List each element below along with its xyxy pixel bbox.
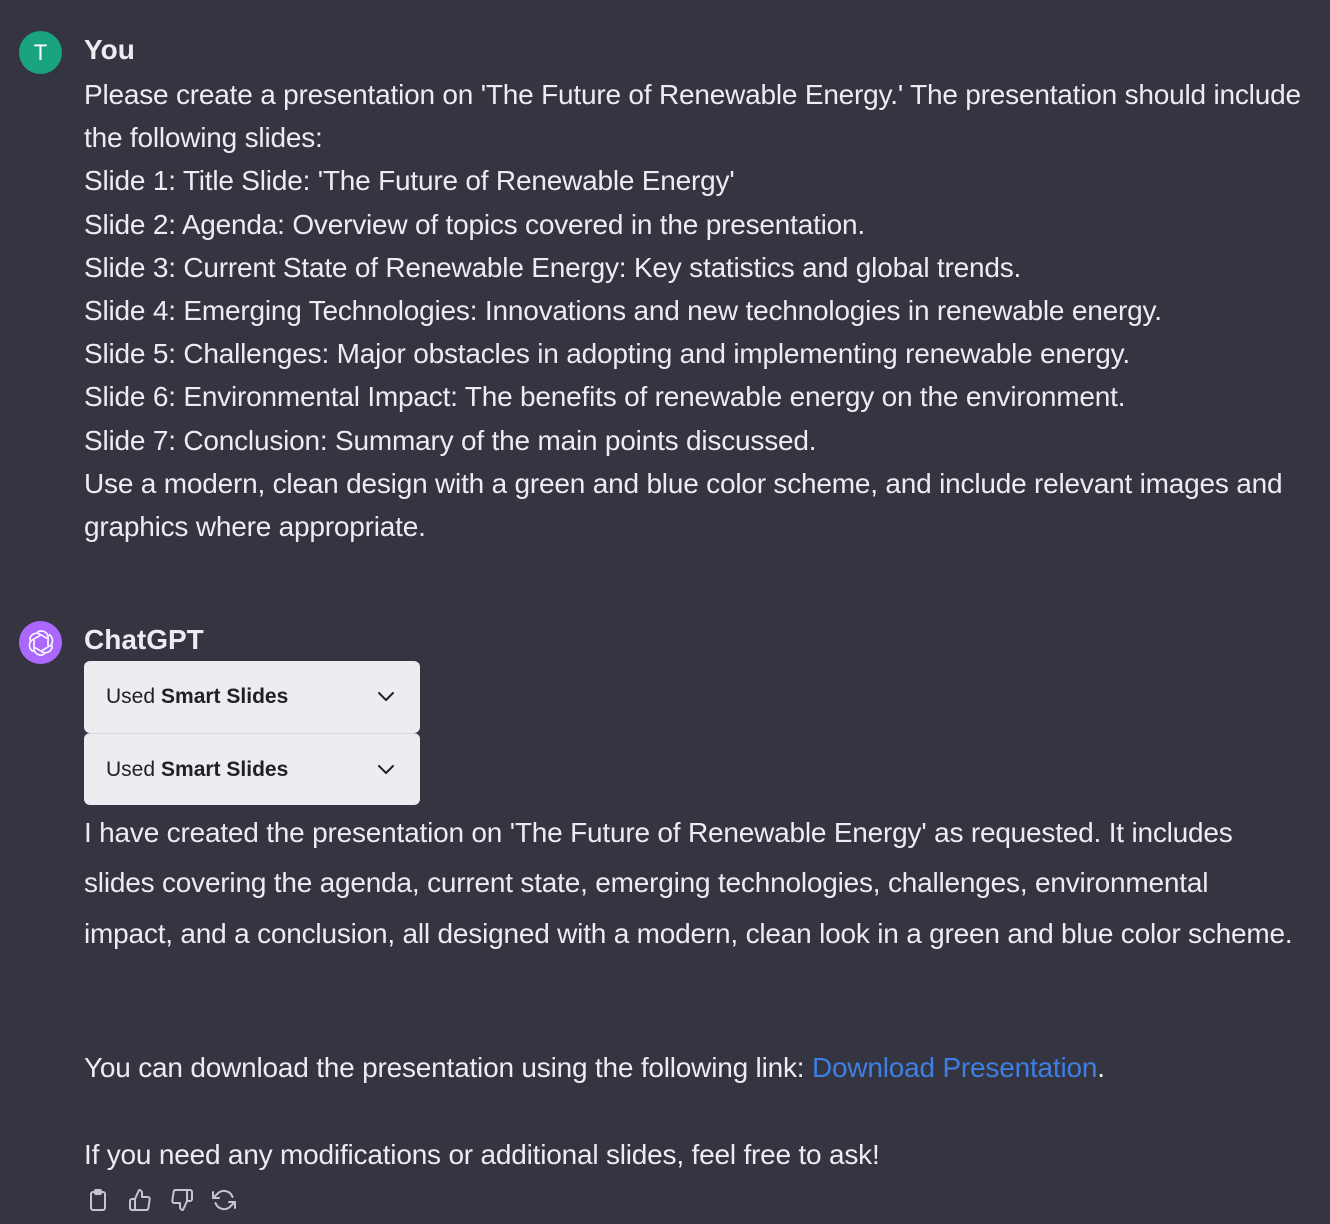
tool-call-plugin-name: Smart Slides — [161, 685, 289, 708]
user-message — [84, 73, 1324, 548]
user-message-line: Slide 3: Current State of Renewable Energy: Key statistics and global trends. — [84, 251, 1022, 283]
openai-logo-icon — [26, 628, 56, 658]
tool-call-prefix: Used — [106, 757, 156, 781]
regenerate-button[interactable] — [212, 1186, 236, 1214]
chatgpt-name: ChatGPT — [84, 624, 204, 655]
download-presentation-link[interactable]: Download Presentation — [811, 1052, 1098, 1083]
thumbs-up-button[interactable] — [128, 1186, 152, 1214]
user-message-line: Slide 2: Agenda: Overview of topics covered in the presentation. — [84, 208, 866, 240]
chevron-down-icon[interactable] — [376, 687, 396, 707]
user-avatar — [19, 31, 62, 74]
copy-button[interactable] — [86, 1186, 110, 1214]
user-message-line: Slide 4: Emerging Technologies: Innovations and new technologies in renewable energy. — [84, 295, 1162, 327]
chevron-down-icon[interactable] — [376, 760, 396, 780]
user-message-line: Use a modern, clean design with a green and blue color scheme, and include relevant images and graphics where appropriate. — [84, 467, 1283, 543]
assistant-paragraph — [84, 808, 1304, 959]
user-message-line: Slide 7: Conclusion: Summary of the main points discussed. — [84, 424, 817, 456]
user-name: You — [84, 34, 135, 65]
tool-call-smart-slides-2[interactable] — [84, 733, 420, 805]
tool-call-prefix: Used — [106, 685, 156, 708]
download-prefix-text: You can download the presentation using the following link: — [84, 1052, 812, 1083]
assistant-paragraph-text: I have created the presentation on 'The Future of Renewable Energy' as requested. It includes slides covering the agenda, current state, emerging technologies, challenges, environmental impact, and a conclusion, all designed with a modern, clean look in a green and blue color scheme. — [84, 817, 1293, 949]
thumbs-up-icon — [128, 1188, 152, 1212]
clipboard-icon — [86, 1188, 110, 1212]
user-message-line: Slide 5: Challenges: Major obstacles in adopting and implementing renewable energy. — [84, 338, 1130, 370]
tool-call-smart-slides-1[interactable] — [84, 661, 420, 733]
chatgpt-avatar — [19, 621, 62, 664]
assistant-paragraph-text — [84, 1048, 1304, 1088]
assistant-paragraph — [84, 1135, 1304, 1175]
user-message-line: Please create a presentation on 'The Future of Renewable Energy.' The presentation should include the following slides: — [84, 79, 1301, 154]
regenerate-icon — [212, 1188, 236, 1212]
thumbs-down-button[interactable] — [170, 1186, 194, 1214]
thumbs-down-icon — [170, 1188, 194, 1212]
download-suffix-text: . — [1097, 1052, 1105, 1083]
assistant-paragraph-text: If you need any modifications or additional slides, feel free to ask! — [84, 1139, 880, 1170]
assistant-paragraph — [84, 1048, 1304, 1088]
user-message-line: Slide 6: Environmental Impact: The benefits of renewable energy on the environment. — [84, 381, 1126, 413]
user-avatar-initial: T — [33, 39, 48, 65]
tool-call-plugin-name: Smart Slides — [161, 757, 289, 781]
user-message-line: Slide 1: Title Slide: 'The Future of Renewable Energy' — [84, 165, 735, 197]
message-actions — [86, 1186, 236, 1214]
